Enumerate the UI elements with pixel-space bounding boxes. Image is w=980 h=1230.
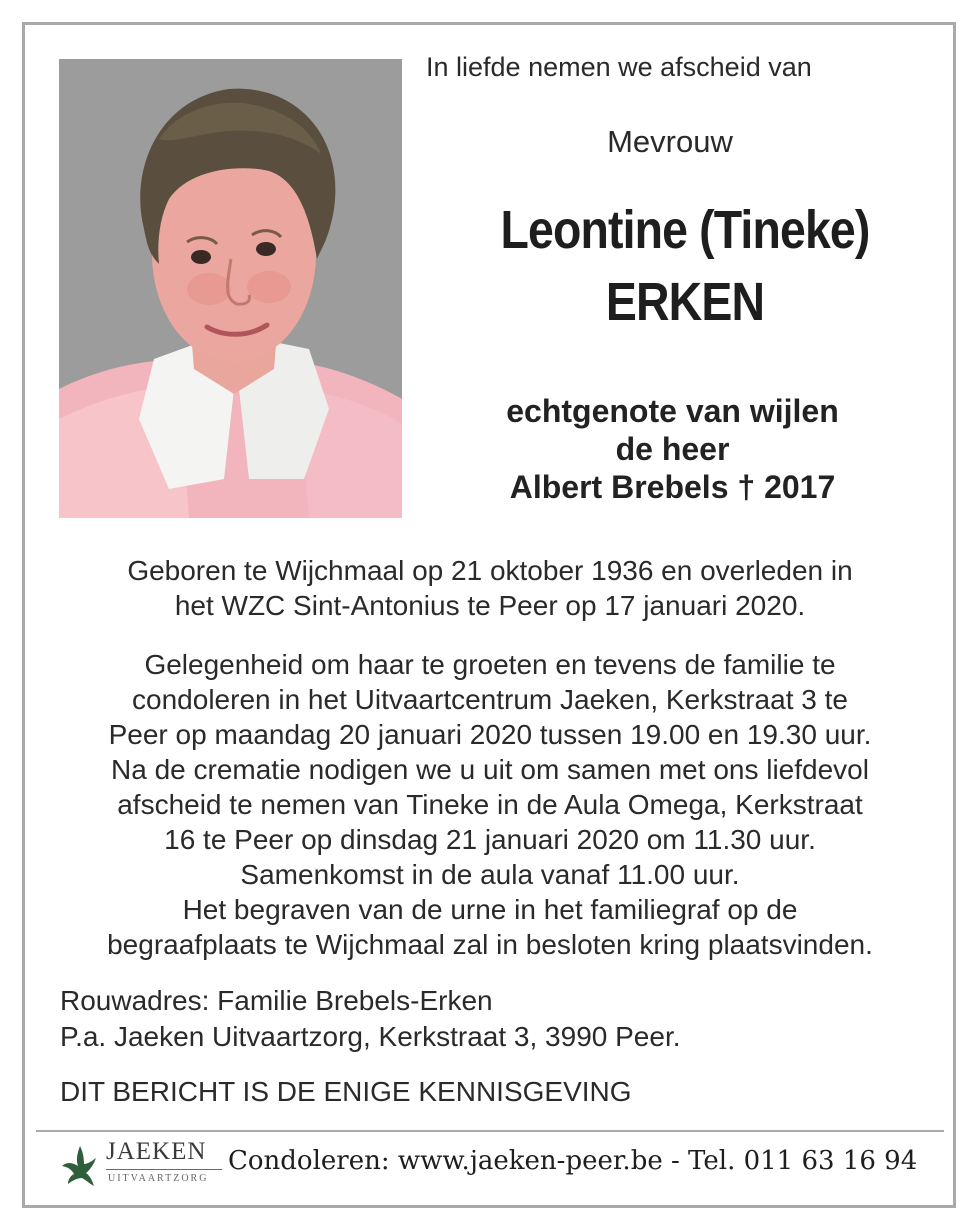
ceremony-line: Peer op maandag 20 januari 2020 tussen 19.00 en 19.30 uur. — [108, 719, 872, 750]
contact-line: Condoleren: www.jaeken-peer.be - Tel. 011 63 16 94 — [228, 1146, 918, 1176]
ceremony-line: afscheid te nemen van Tineke in de Aula Omega, Kerkstraat — [117, 789, 863, 820]
ceremony-line: Het begraven van de urne in het familiegraf op de — [182, 894, 798, 925]
spouse-line-3: Albert Brebels † 2017 — [509, 469, 836, 505]
ceremony-line: Samenkomst in de aula vanaf 11.00 uur. — [240, 859, 740, 890]
dove-icon — [60, 1140, 100, 1188]
jaeken-logo — [60, 1138, 230, 1192]
sole-notice-text: DIT BERICHT IS DE ENIGE KENNISGEVING — [60, 1076, 632, 1107]
footer-divider — [36, 1130, 944, 1132]
birth-line-2: het WZC Sint-Antonius te Peer op 17 januari 2020. — [174, 590, 806, 621]
ceremony-line: 16 te Peer op dinsdag 21 januari 2020 om 11.30 uur. — [164, 824, 816, 855]
deceased-surname: ERKEN — [605, 272, 765, 332]
birth-death-info — [40, 553, 940, 623]
logo-subtitle: UITVAARTZORG — [108, 1173, 209, 1184]
ceremony-line: Na de crematie nodigen we u uit om samen met ons liefdevol — [111, 754, 869, 785]
spouse-info — [420, 392, 925, 506]
mourning-address — [60, 983, 940, 1055]
logo-name: JAEKEN — [106, 1138, 207, 1165]
honorific: Mevrouw — [607, 124, 733, 159]
spouse-line-2: de heer — [615, 431, 730, 467]
portrait-photo — [59, 59, 402, 518]
address-line-2: P.a. Jaeken Uitvaartzorg, Kerkstraat 3, 3990 Peer. — [60, 1021, 681, 1052]
ceremony-line: Gelegenheid om haar te groeten en tevens de familie te — [144, 649, 836, 680]
birth-line-1: Geboren te Wijchmaal op 21 oktober 1936 en overleden in — [127, 555, 853, 586]
address-line-1: Rouwadres: Familie Brebels-Erken — [60, 985, 493, 1016]
ceremony-line: condoleren in het Uitvaartcentrum Jaeken, Kerkstraat 3 te — [132, 684, 848, 715]
deceased-name — [457, 194, 913, 338]
spouse-line-1: echtgenote van wijlen — [506, 393, 839, 429]
portrait-illustration — [59, 59, 402, 518]
logo-rule — [106, 1169, 222, 1170]
intro-text: In liefde nemen we afscheid van — [426, 52, 812, 82]
deceased-first-name: Leontine (Tineke) — [500, 200, 870, 260]
ceremony-details — [40, 647, 940, 962]
ceremony-line: begraafplaats te Wijchmaal zal in besloten kring plaatsvinden. — [107, 929, 873, 960]
